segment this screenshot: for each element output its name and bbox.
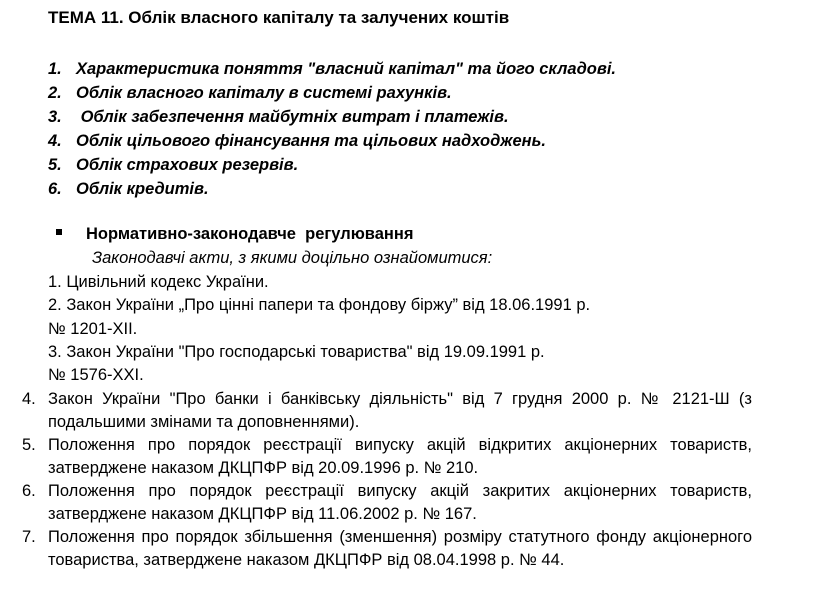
list-item — [48, 177, 616, 201]
item-text: Положення про порядок реєстрації випуску акцій закритих акціонерних товариств, затверджене наказом ДКЦПФР від 11.06.2002 р. № 167. — [48, 482, 752, 523]
item-text: Облік забезпечення майбутніх витрат і платежів. — [76, 108, 509, 126]
square-bullet-icon — [56, 229, 62, 235]
item-number: 1. — [48, 60, 62, 78]
acts-list — [22, 388, 752, 572]
list-item — [48, 153, 616, 177]
act-line-2a: 2. Закон України „Про цінні папери та фондову біржу” від 18.06.1991 р. — [48, 296, 591, 314]
item-number: 4. — [48, 132, 62, 150]
list-item — [48, 81, 616, 105]
list-item — [22, 480, 752, 525]
list-item — [22, 526, 752, 571]
item-number: 3. — [48, 108, 62, 126]
item-number: 5. — [22, 436, 36, 454]
section-heading-text: Нормативно-законодавче регулювання — [86, 225, 414, 243]
item-text: Закон України "Про банки і банківську діяльність" від 7 грудня 2000 р. № 2121-Ш (з подальшими змінами та доповненнями). — [48, 390, 752, 431]
item-number: 4. — [22, 390, 36, 408]
item-text: Облік цільового фінансування та цільових надходжень. — [76, 132, 546, 150]
page-title: ТЕМА 11. Облік власного капіталу та залучених коштів — [48, 8, 510, 27]
item-number: 6. — [22, 482, 36, 500]
item-text: Облік власного капіталу в системі рахунків. — [76, 84, 452, 102]
item-text: Характеристика поняття "власний капітал" та його складові. — [76, 60, 617, 78]
acts-intro: Законодавчі акти, з якими доцільно ознайомитися: — [92, 249, 493, 267]
questions-list — [48, 57, 616, 201]
section-heading — [56, 225, 413, 244]
item-number: 5. — [48, 156, 62, 174]
item-text: Положення про порядок збільшення (зменшення) розміру статутного фонду акціонерного товариства, затверджене наказом ДКЦПФР від 08.04.1998 р. № 44. — [48, 528, 752, 569]
list-item — [22, 388, 752, 433]
list-item — [48, 105, 616, 129]
list-item — [48, 57, 616, 81]
act-line-3b: № 1576-XXI. — [48, 366, 144, 384]
item-number: 2. — [48, 84, 62, 102]
item-text: Положення про порядок реєстрації випуску акцій відкритих акціонерних товариств, затверджене наказом ДКЦПФР від 20.09.1996 р. № 210. — [48, 436, 752, 477]
act-line-3a: 3. Закон України "Про господарські товариства" від 19.09.1991 р. — [48, 343, 545, 361]
item-number: 6. — [48, 180, 62, 198]
item-text: Облік кредитів. — [76, 180, 209, 198]
item-text: Облік страхових резервів. — [76, 156, 299, 174]
act-line-1: 1. Цивільний кодекс України. — [48, 273, 269, 291]
item-number: 7. — [22, 528, 36, 546]
list-item — [22, 434, 752, 479]
act-line-2b: № 1201-XII. — [48, 320, 138, 338]
list-item — [48, 129, 616, 153]
